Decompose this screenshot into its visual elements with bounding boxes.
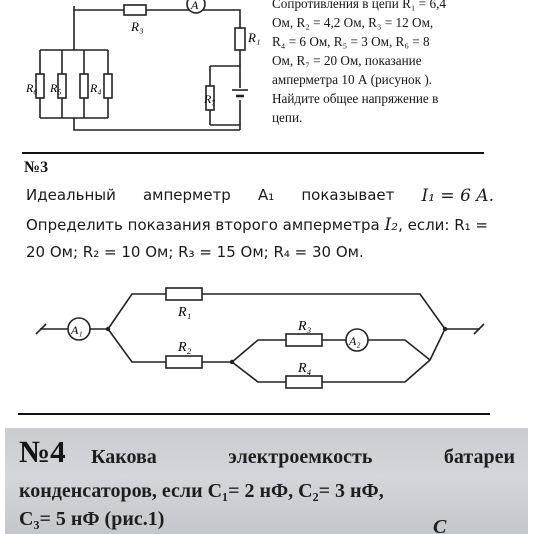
problem3-line-1	[26, 186, 494, 206]
p3-a2-label: A₂	[349, 334, 361, 348]
problem4-line-1	[91, 446, 515, 469]
top-ammeter-label: A	[191, 0, 199, 12]
top-r7-label: R₇	[204, 92, 216, 106]
divider-line	[22, 152, 484, 154]
top-text-line: R₄ = 6 Ом, R₅ = 3 Ом, R₆ = 8	[272, 34, 430, 49]
top-text-line: цепи.	[272, 110, 303, 125]
problem4-cut-label: C	[433, 516, 447, 534]
p3-r3-label: R₃	[298, 319, 312, 334]
p3-r2-label: R₂	[178, 340, 192, 355]
p4-word: электроемкость	[228, 446, 373, 468]
problem3-circuit-diagram	[0, 270, 533, 400]
top-text-line: амперметра 10 А (рисунок ).	[272, 72, 433, 87]
p3-question-tail: , если: R₁ =	[398, 216, 489, 234]
problem4-photo	[5, 428, 528, 534]
p3-a1-label: A₁	[71, 323, 83, 337]
top-circuit-diagram	[0, 0, 270, 150]
top-text-line: Ом, R₇ = 20 Ом, показание	[272, 53, 422, 68]
top-r3-label: R₃	[131, 19, 144, 34]
p3-word: показывает	[301, 186, 395, 204]
problem3-title: №3	[24, 159, 49, 176]
top-text-line: Ом, R₂ = 4,2 Ом, R₃ = 12 Ом,	[272, 15, 434, 30]
problem4-line-2: конденсаторов, если C₁= 2 нФ, C₂= 3 нФ,	[19, 480, 384, 502]
divider-line	[18, 413, 490, 415]
problem4-line-3: C₃= 5 нФ (рис.1)	[19, 508, 165, 530]
top-r6-label: R₆	[26, 81, 38, 95]
p4-word: батареи	[443, 446, 515, 468]
top-r4-label: R₄	[90, 81, 102, 95]
p3-r4-label: R₄	[298, 361, 312, 376]
top-text-line: Сопротивления в цепи R₁ = 6,4	[272, 0, 446, 11]
p4-word: Какова	[91, 446, 157, 468]
top-problem-text	[272, 0, 512, 127]
p3-word: A₁	[257, 186, 275, 204]
top-r5-label: R₅	[50, 81, 62, 95]
p3-word: Идеальный	[26, 186, 116, 204]
top-r1-label: R₁	[248, 30, 261, 45]
p3-i2-symbol: I₂	[384, 215, 399, 235]
p3-question-text: Определить показания второго амперметра	[26, 216, 380, 234]
p3-current-value: I₁ = 6 A.	[421, 186, 494, 206]
problem3-line-3: 20 Ом; R₂ = 10 Ом; R₃ = 15 Ом; R₄ = 30 Ом.	[26, 243, 364, 261]
p3-r1-label: R₁	[178, 305, 192, 320]
problem3-line-2	[26, 215, 488, 235]
top-text-line: Найдите общее напряжение в	[272, 91, 439, 106]
p3-word: амперметр	[142, 186, 231, 204]
problem4-number: №4	[19, 434, 66, 469]
